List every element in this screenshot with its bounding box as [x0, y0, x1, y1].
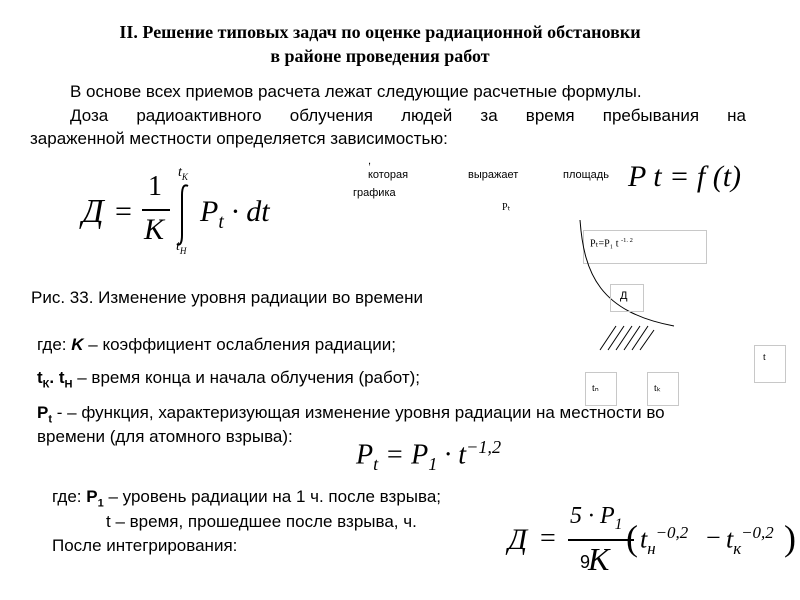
- fraction-numerator: 1: [148, 171, 162, 202]
- integral-sign-icon: [174, 183, 192, 247]
- figure-caption: Рис. 33. Изменение уровня радиации во времени: [31, 288, 423, 307]
- tn-label: tₙ: [592, 383, 599, 394]
- def-pt-continued: времени (для атомного взрыва):: [37, 427, 293, 446]
- time-axis-label-box: [754, 345, 786, 383]
- lower-limit: $t_Н$: [176, 239, 187, 256]
- final-dose-symbol: Д: [508, 523, 528, 556]
- heading-line-2: в районе проведения работ: [270, 46, 490, 66]
- law-label: Pₜ=P₁ t $^{-1. 2}$: [590, 237, 633, 250]
- tn-label-box: [585, 372, 617, 406]
- integrand: $P_t$ · dt: [200, 195, 270, 233]
- def-k: где: K – коэффициент ослабления радиации;: [37, 335, 396, 354]
- page-number: 9: [580, 552, 591, 572]
- final-equals-sign: =: [540, 523, 556, 554]
- final-dose-formula: [508, 503, 796, 595]
- final-t-start: $t_н^{-0,2}$: [640, 523, 689, 558]
- figure-label-pt: Pₜ: [502, 202, 511, 213]
- fraction-bar: [142, 209, 170, 211]
- tk-label: tₖ: [654, 383, 662, 394]
- intro-line-3: зараженной местности определяется зависимостью:: [30, 129, 448, 148]
- upper-limit: $t_К$: [178, 165, 188, 182]
- fraction-denominator: K: [144, 213, 165, 246]
- annotation-comma: ,: [368, 155, 372, 167]
- open-paren: (: [626, 518, 638, 558]
- dose-integral-formula: [82, 165, 282, 265]
- pt-decay-formula: $P_t = P_1 \cdot t^{-1,2}$: [356, 437, 502, 474]
- final-minus: −: [706, 523, 721, 552]
- def-tk-tn: $t_К$. $t_Н$ – время конца и начала облучения (работ);: [37, 368, 421, 391]
- def-p1: где: $P_1$ – уровень радиации на 1 ч. после взрыва;: [52, 487, 442, 510]
- heading-line-1: II. Решение типовых задач по оценке радиационной обстановки: [119, 22, 641, 42]
- after-integration-text: После интегрирования:: [52, 536, 238, 555]
- annotation-word-which: которая: [368, 169, 409, 181]
- dose-area-label: Д: [620, 290, 628, 302]
- dose-area-label-box: [610, 284, 644, 312]
- close-paren: ): [784, 518, 796, 558]
- time-axis-label: t: [763, 352, 766, 363]
- def-pt: $P_t$ - – функция, характеризующая изменение уровня радиации на местности во: [37, 403, 665, 426]
- intro-line-2: Доза радиоактивного облучения людей за время пребывания на: [70, 106, 746, 125]
- final-denominator: K: [588, 541, 610, 577]
- final-t-end: $t_к^{-0,2}$: [726, 523, 774, 558]
- tk-label-box: [647, 372, 679, 406]
- annotation-word-graph: графика: [353, 187, 396, 199]
- equals-sign: =: [115, 195, 132, 228]
- def-t: t – время, прошедшее после взрыва, ч.: [106, 512, 417, 531]
- annotation-word-area: площадь: [563, 169, 609, 181]
- dose-symbol: Д: [82, 193, 104, 230]
- annotation-word-expresses: выражает: [468, 169, 519, 181]
- intro-line-1: В основе всех приемов расчета лежат следующие расчетные формулы.: [70, 82, 642, 101]
- pt-function-formula: P t = f (t): [628, 160, 742, 193]
- final-numerator: $5 \cdot P_1$: [570, 503, 623, 533]
